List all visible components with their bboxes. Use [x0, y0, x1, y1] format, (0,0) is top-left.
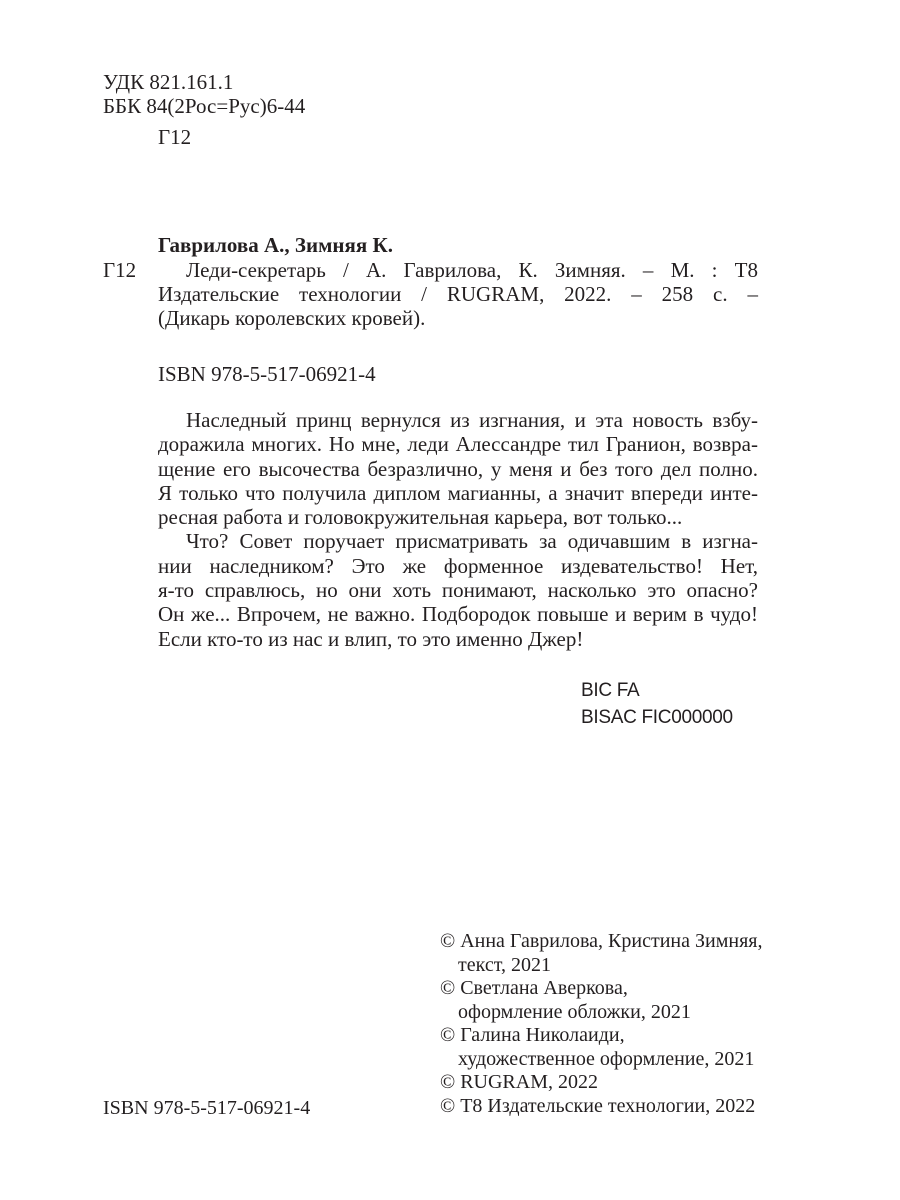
- biblio-line: Издательские технологии / RUGRAM, 2022. – 258 с. –: [158, 282, 758, 306]
- biblio-line: (Дикарь королевских кровей).: [158, 306, 426, 330]
- annotation-line: я-то справлюсь, но они хоть понимают, насколько это опасно?: [158, 578, 758, 603]
- isbn-bottom: ISBN 978-5-517-06921-4: [103, 1097, 311, 1119]
- bisac-code: BISAC FIC000000: [581, 707, 733, 728]
- copyright-block: [440, 930, 762, 1118]
- bibliographic-description: [158, 258, 758, 330]
- copyright-line: оформление обложки, 2021: [458, 1000, 691, 1023]
- annotation-line: Он же... Впрочем, не важно. Подбородок повыше и верим в чудо!: [158, 602, 758, 627]
- copyright-line: © Галина Николаиди,: [440, 1024, 625, 1046]
- annotation-line: Что? Совет поручает присматривать за одичавшим в изгна-: [186, 529, 758, 554]
- bic-code: BIC FA: [581, 680, 640, 701]
- copyright-line: © Светлана Аверкова,: [440, 977, 628, 999]
- udk-code: УДК 821.161.1: [103, 70, 234, 94]
- copyright-line: текст, 2021: [458, 953, 551, 976]
- annotation-line: Наследный принц вернулся из изгнания, и эта новость взбу-: [186, 408, 758, 432]
- biblio-line: Леди-секретарь / А. Гаврилова, К. Зимняя. – М. : Т8: [186, 258, 758, 282]
- isbn-main: ISBN 978-5-517-06921-4: [158, 362, 376, 386]
- annotation-line: доражила многих. Но мне, леди Алессандре тил Гранион, возвра-: [158, 432, 758, 457]
- annotation-line: Я только что получила диплом магианны, а значит впереди инте-: [158, 480, 758, 505]
- author-code-side: Г12: [103, 258, 137, 282]
- copyright-line: художественное оформление, 2021: [458, 1047, 755, 1070]
- annotation-line: Если кто-то из нас и влип, то это именно Джер!: [158, 626, 584, 651]
- author-code-top: Г12: [158, 125, 192, 149]
- bbk-code: ББК 84(2Рос=Рус)6-44: [103, 94, 306, 118]
- copyright-line: © Анна Гаврилова, Кристина Зимняя,: [440, 930, 763, 952]
- annotation-line: щение его высочества безразлично, у меня и без того дел полно.: [158, 456, 758, 481]
- annotation: [158, 408, 758, 651]
- annotation-line: ресная работа и головокружительная карьера, вот только...: [158, 505, 683, 530]
- authors-heading: Гаврилова А., Зимняя К.: [158, 233, 393, 257]
- annotation-line: нии наследником? Это же форменное издевательство! Нет,: [158, 553, 758, 578]
- copyright-line: © RUGRAM, 2022: [440, 1071, 598, 1093]
- copyright-line: © Т8 Издательские технологии, 2022: [440, 1094, 756, 1117]
